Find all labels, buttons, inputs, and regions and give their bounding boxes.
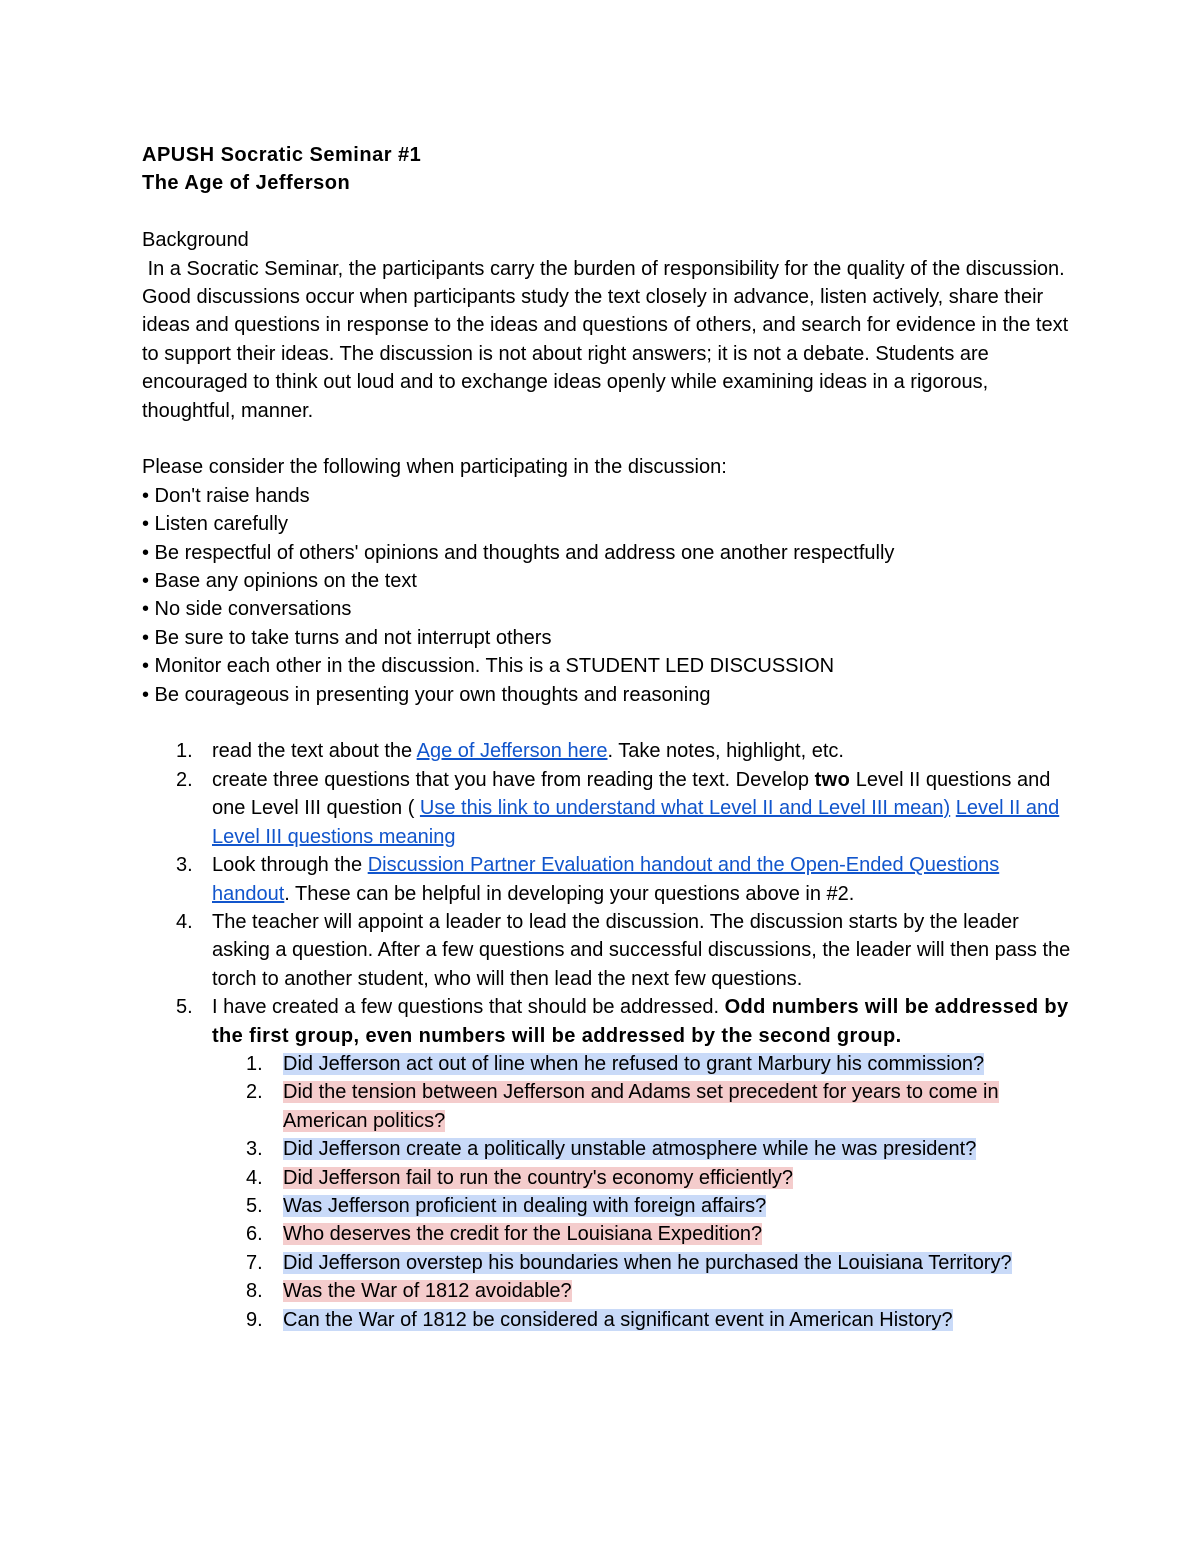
step-2 [142,766,1072,851]
age-of-jefferson-link[interactable]: Age of Jefferson here [416,740,608,763]
step-bold-text: Odd numbers will be addressed by the first group, even numbers will be addressed by the second group. [212,996,1069,1047]
question-text: Did Jefferson overstep his boundaries when he purchased the Louisiana Territory? [283,1251,1012,1274]
question-text: Was Jefferson proficient in dealing with foreign affairs? [283,1194,767,1217]
question-item [142,1078,1072,1135]
step-number: 3. [176,854,193,877]
question-item [142,1277,1072,1305]
guideline-bullet: • Be respectful of others' opinions and thoughts and address one another respectfully [142,541,895,564]
question-text: Did Jefferson fail to run the country's economy efficiently? [283,1166,794,1189]
step-text: . Take notes, highlight, etc. [607,740,844,763]
question-text: Can the War of 1812 be considered a significant event in American History? [283,1308,953,1331]
document-page [142,141,1072,1334]
guidelines-intro: Please consider the following when participating in the discussion: [142,456,727,479]
background-paragraph: In a Socratic Seminar, the participants carry the burden of responsibility for the quality of the discussion. Good discussions occur when participants study the text closely in advance, listen actively, share their ideas and questions in response to the ideas and questions of others, and search for evidence in the text to support their ideas. The discussion is not about right answers; it is not a debate. Students are encouraged to think out loud and to exchange ideas openly while examining ideas in a rigorous, thoughtful, manner. [142,257,1074,422]
background-heading: Background [142,229,249,252]
question-item [142,1135,1072,1163]
question-item [142,1192,1072,1220]
level-meaning-link[interactable]: Level II and Level III questions meaning [212,797,1060,848]
guideline-bullet: • Be courageous in presenting your own thoughts and reasoning [142,683,711,706]
step-text: The teacher will appoint a leader to lead the discussion. The discussion starts by the leader asking a question. After a few questions and successful discussions, the leader will then pass the torch to another student, who will then lead the next few questions. [212,910,1071,990]
page-title: APUSH Socratic Seminar #1 [142,144,422,166]
question-number: 7. [246,1251,263,1274]
step-4 [142,908,1072,993]
question-text: Did Jefferson act out of line when he refused to grant Marbury his commission? [283,1052,985,1075]
step-text: create three questions that you have from reading the text. Develop [212,768,815,791]
question-number: 2. [246,1081,263,1104]
question-number: 1. [246,1052,263,1075]
step-text: Level II questions and one Level III question ( [212,768,1056,820]
question-item [142,1050,1072,1078]
handouts-link[interactable]: Discussion Partner Evaluation handout and the Open-Ended Questions handout [212,854,1000,905]
steps-list [142,737,1072,1334]
question-item [142,1220,1072,1248]
guideline-bullet: • Monitor each other in the discussion. This is a STUDENT LED DISCUSSION [142,655,835,678]
step-number: 2. [176,768,193,791]
guideline-bullet: • Be sure to take turns and not interrupt others [142,626,552,649]
step-number: 5. [176,996,193,1019]
guideline-bullet: • Base any opinions on the text [142,570,417,593]
guideline-bullet: • Don't raise hands [142,484,310,507]
question-text: Who deserves the credit for the Louisiana Expedition? [283,1223,763,1246]
question-text: Did the tension between Jefferson and Adams set precedent for years to come in American politics? [283,1081,999,1132]
step-3 [142,851,1072,908]
step-text: . These can be helpful in developing your questions above in #2. [284,882,855,905]
step-text: Look through the [212,854,368,877]
question-number: 4. [246,1166,263,1189]
guideline-bullet: • No side conversations [142,598,352,621]
step-1 [142,737,1072,765]
step-text: I have created a few questions that should be addressed. [212,996,725,1019]
step-number: 4. [176,910,193,933]
question-number: 5. [246,1194,263,1217]
step-5 [142,993,1072,1050]
level-explanation-link[interactable]: Use this link to understand what Level II and Level III mean) [419,797,951,820]
page-subtitle: The Age of Jefferson [142,172,351,195]
question-text: Was the War of 1812 avoidable? [283,1280,572,1303]
question-number: 6. [246,1223,263,1246]
question-number: 9. [246,1308,263,1331]
guideline-bullet: • Listen carefully [142,513,288,536]
question-item [142,1249,1072,1277]
question-number: 3. [246,1138,263,1161]
step-number: 1. [176,740,193,763]
question-text: Did Jefferson create a politically unstable atmosphere while he was president? [283,1138,977,1161]
step-bold-text: two [814,768,851,791]
step-text: read the text about the [212,740,417,763]
question-item [142,1306,1072,1334]
question-number: 8. [246,1280,263,1303]
question-item [142,1164,1072,1192]
